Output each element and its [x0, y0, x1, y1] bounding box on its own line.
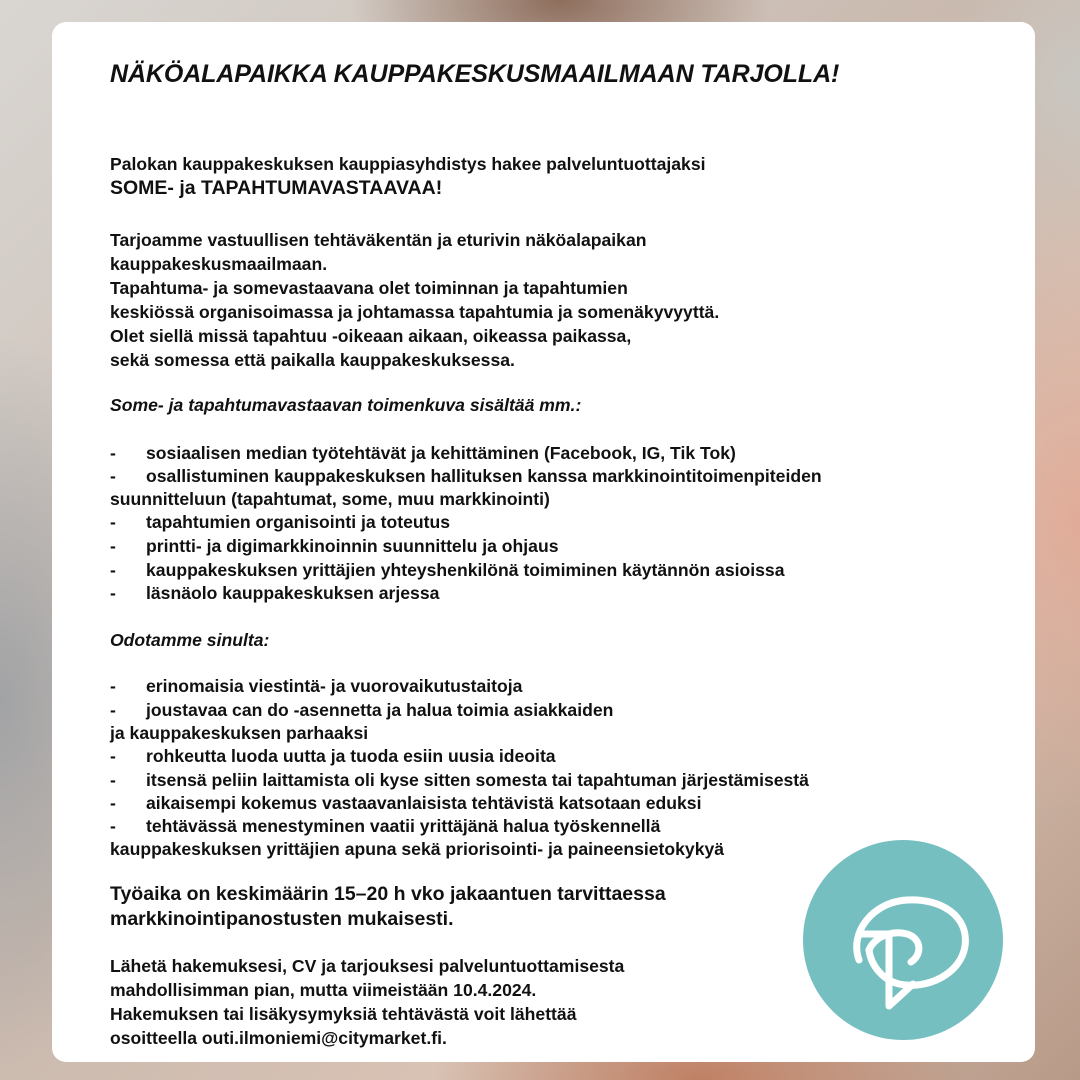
offer-line: kauppakeskusmaailmaan. [110, 254, 328, 274]
offer-line: Tarjoamme vastuullisen tehtäväkentän ja eturivin näköalapaikan [110, 230, 647, 250]
bullet-dash: - [110, 560, 116, 580]
duty-item: - printti- ja digimarkkinoinnin suunnittelu ja ohjaus [110, 535, 559, 559]
expectation-item: - rohkeutta luoda uutta ja tuoda esiin uusia ideoita [110, 745, 556, 769]
bullet-dash: - [110, 676, 116, 696]
expectation-item: - erinomaisia viestintä- ja vuorovaikutustaitoja [110, 675, 522, 699]
bullet-dash: - [110, 700, 116, 720]
apply-line: mahdollisimman pian, mutta viimeistään 10.4.2024. [110, 980, 537, 1000]
duty-item-continued: suunnitteluun (tapahtumat, some, muu markkinointi) [110, 489, 550, 509]
palokka-logo [803, 840, 1003, 1040]
apply-line: Lähetä hakemuksesi, CV ja tarjouksesi palveluntuottamisesta [110, 956, 625, 976]
offer-line: sekä somessa että paikalla kauppakeskuksessa. [110, 350, 515, 370]
duty-item: - tapahtumien organisointi ja toteutus [110, 511, 450, 535]
apply-line: Hakemuksen tai lisäkysymyksiä tehtävästä voit lähettää [110, 1004, 577, 1024]
expectation-item: - aikaisempi kokemus vastaavanlaisista tehtävistä katsotaan eduksi [110, 792, 701, 816]
contact-email-line: osoitteella outi.ilmoniemi@citymarket.fi. [110, 1028, 447, 1048]
expectation-item: - itsensä peliin laittamista oli kyse sitten somesta tai tapahtuman järjestämisestä [110, 769, 809, 793]
expectations-heading: Odotamme sinulta: [110, 630, 270, 650]
position-title: SOME- ja TAPAHTUMAVASTAAVAA! [110, 177, 443, 199]
bullet-dash: - [110, 793, 116, 813]
duties-heading: Some- ja tapahtumavastaavan toimenkuva sisältää mm.: [110, 395, 582, 415]
bullet-dash: - [110, 512, 116, 532]
logo-p-mark-icon [803, 840, 1003, 1040]
bullet-dash: - [110, 443, 116, 463]
duty-item: - osallistuminen kauppakeskuksen hallituksen kanssa markkinointitoimenpiteiden [110, 465, 822, 489]
offer-line: Tapahtuma- ja somevastaavana olet toiminnan ja tapahtumien [110, 278, 628, 298]
bullet-dash: - [110, 536, 116, 556]
bullet-dash: - [110, 746, 116, 766]
bullet-dash: - [110, 583, 116, 603]
expectation-item: - joustavaa can do -asennetta ja halua toimia asiakkaiden [110, 699, 613, 723]
expectation-item-continued: ja kauppakeskuksen parhaaksi [110, 723, 369, 743]
bullet-dash: - [110, 466, 116, 486]
page-title: NÄKÖALAPAIKKA KAUPPAKESKUSMAAILMAAN TARJOLLA! [110, 60, 840, 88]
duty-item: - kauppakeskuksen yrittäjien yhteyshenkilönä toimiminen käytännön asioissa [110, 559, 785, 583]
bullet-dash: - [110, 816, 116, 836]
worktime-line: Työaika on keskimäärin 15–20 h vko jakaantuen tarvittaessa [110, 883, 666, 905]
intro-line: Palokan kauppakeskuksen kauppiasyhdistys hakee palveluntuottajaksi [110, 154, 706, 174]
expectation-item-continued: kauppakeskuksen yrittäjien apuna sekä priorisointi- ja paineensietokykyä [110, 839, 725, 859]
duty-item: - läsnäolo kauppakeskuksen arjessa [110, 582, 439, 606]
expectation-item: - tehtävässä menestyminen vaatii yrittäjänä halua työskennellä [110, 815, 660, 839]
bullet-dash: - [110, 770, 116, 790]
offer-line: keskiössä organisoimassa ja johtamassa tapahtumia ja somenäkyvyyttä. [110, 302, 720, 322]
offer-line: Olet siellä missä tapahtuu -oikeaan aikaan, oikeassa paikassa, [110, 326, 632, 346]
worktime-line: markkinointipanostusten mukaisesti. [110, 908, 454, 930]
duty-item: - sosiaalisen median työtehtävät ja kehittäminen (Facebook, IG, Tik Tok) [110, 442, 736, 466]
